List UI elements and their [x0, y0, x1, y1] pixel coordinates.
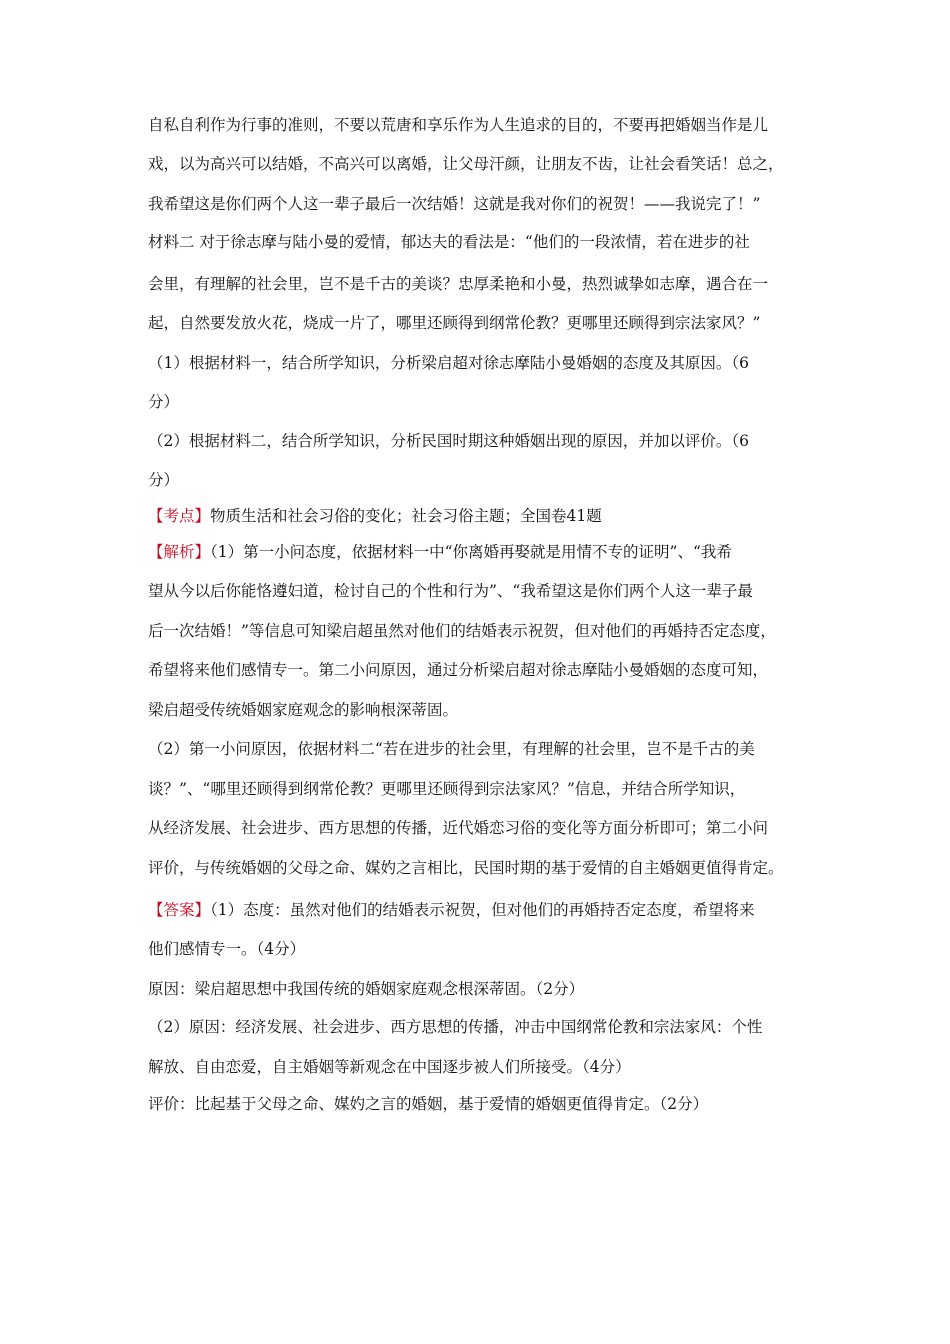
text-content: （1）根据材料一，结合所学知识，分析梁启超对徐志摩陆小曼婚姻的态度及其原因。（6 [148, 354, 749, 372]
text-line [148, 391, 179, 413]
text-line [148, 1093, 708, 1115]
text-content: （1）态度：虽然对他们的结婚表示祝贺，但对他们的再婚持否定态度，希望将来 [210, 901, 755, 919]
text-content: 我希望这是你们两个人这一辈子最后一次结婚！这就是我对你们的祝贺！——我说完了！” [148, 195, 761, 213]
section-tag-jiexi: 【解析】 [148, 543, 211, 561]
text-content: 分） [148, 393, 180, 411]
text-line [148, 231, 750, 253]
text-content: （2）第一小问原因，依据材料二“若在进步的社会里，有理解的社会里，岂不是千古的美 [148, 740, 755, 758]
text-line [148, 699, 458, 721]
text-content: 希望将来他们感情专一。第二小问原因，通过分析梁启超对徐志摩陆小曼婚姻的态度可知， [148, 661, 769, 679]
text-line [148, 114, 768, 136]
text-line [148, 778, 745, 800]
text-content: 分） [148, 471, 180, 489]
text-line [148, 352, 749, 374]
text-content: 谈？”、“哪里还顾得到纲常伦教？更哪里还顾得到宗法家风？”信息，并结合所学知识， [148, 780, 746, 798]
text-line [148, 938, 305, 960]
text-content: 原因：梁启超思想中我国传统的婚姻家庭观念根深蒂固。（2分） [148, 980, 585, 998]
text-line [148, 899, 755, 921]
text-line [148, 193, 760, 215]
text-line [148, 817, 768, 839]
text-content: 会里，有理解的社会里，岂不是千古的美谈？忠厚柔艳和小曼，热烈诚挚如志摩，遇合在一 [148, 275, 769, 293]
text-content: 戏，以为高兴可以结婚，不高兴可以离婚，让父母汗颜，让朋友不齿，让社会看笑话！总之， [148, 155, 784, 173]
text-content: 起，自然要发放火花，烧成一片了，哪里还顾得到纲常伦教？更哪里还顾得到宗法家风？” [148, 314, 761, 332]
text-line [148, 505, 602, 527]
text-content: 评价，与传统婚姻的父母之命、媒妁之言相比，民国时期的基于爱情的自主婚姻更值得肯定。 [148, 859, 784, 877]
text-line [148, 620, 776, 642]
text-line [148, 430, 749, 452]
text-content: 材料二 对于徐志摩与陆小曼的爱情，郁达夫的看法是：“他们的一段浓情，若在进步的社 [148, 233, 750, 251]
text-content: 望从今以后你能恪遵妇道，检讨自己的个性和行为”、“我希望这是你们两个人这一辈子最 [148, 582, 753, 600]
section-tag-kaodian: 【考点】 [148, 507, 211, 525]
text-content: 从经济发展、社会进步、西方思想的传播，近代婚恋习俗的变化等方面分析即可；第二小问 [148, 819, 769, 837]
text-content: 自私自利作为行事的准则，不要以荒唐和享乐作为人生追求的目的，不要再把婚姻当作是儿 [148, 116, 769, 134]
text-content: 他们感情专一。（4分） [148, 940, 306, 958]
text-content: 评价：比起基于父母之命、媒妁之言的婚姻，基于爱情的婚姻更值得肯定。（2分） [148, 1095, 709, 1113]
text-line [148, 978, 584, 1000]
text-line [148, 153, 784, 175]
text-line [148, 1056, 631, 1078]
text-content: （2）原因：经济发展、社会进步、西方思想的传播，冲击中国纲常伦教和宗法家风：个性 [148, 1018, 763, 1036]
text-content: 解放、自由恋爱，自主婚姻等新观念在中国逐步被人们所接受。（4分） [148, 1058, 631, 1076]
text-line [148, 469, 179, 491]
text-content: （1）第一小问态度，依据材料一中“你离婚再娶就是用情不专的证明”、“我希 [210, 543, 732, 561]
text-line [148, 738, 755, 760]
text-line [148, 580, 753, 602]
text-line [148, 273, 768, 295]
text-content: 后一次结婚！”等信息可知梁启超虽然对他们的结婚表示祝贺，但对他们的再婚持否定态度， [148, 622, 776, 640]
text-content: （2）根据材料二，结合所学知识，分析民国时期这种婚姻出现的原因，并加以评价。（6 [148, 432, 749, 450]
text-line [148, 1016, 762, 1038]
text-line [148, 857, 784, 879]
text-line [148, 312, 760, 334]
text-content: 物质生活和社会习俗的变化；社会习俗主题；全国卷41题 [210, 507, 602, 525]
text-line [148, 659, 768, 681]
text-line [148, 541, 732, 563]
text-content: 梁启超受传统婚姻家庭观念的影响根深蒂固。 [148, 701, 459, 719]
section-tag-daan: 【答案】 [148, 901, 211, 919]
